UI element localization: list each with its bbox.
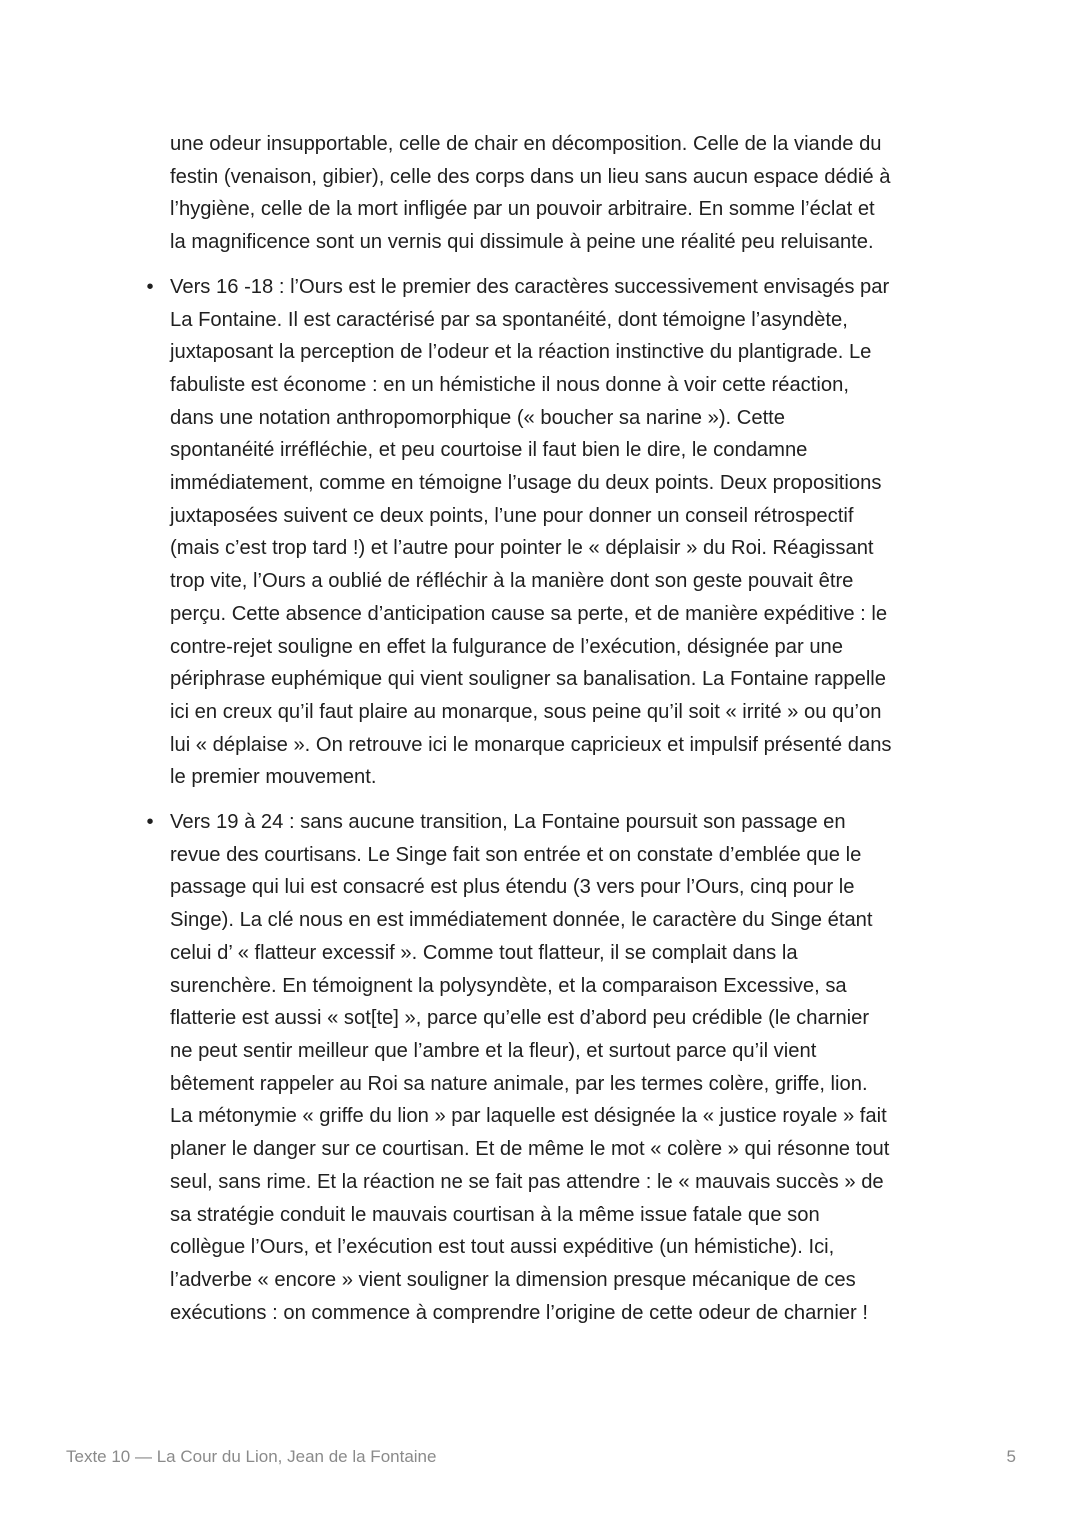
text-line: bêtement rappeler au Roi sa nature animale, par les termes colère, griffe, lion. bbox=[170, 1072, 868, 1095]
text-line: planer le danger sur ce courtisan. Et de même le mot « colère » qui résonne tout bbox=[170, 1138, 890, 1161]
text-line: l’hygiène, celle de la mort infligée par un pouvoir arbitraire. En somme l’éclat et bbox=[170, 198, 875, 221]
text-line: seul, sans rime. Et la réaction ne se fait pas attendre : le « mauvais succès » de bbox=[170, 1170, 884, 1193]
text-line: Singe). La clé nous en est immédiatement donnée, le caractère du Singe étant bbox=[170, 909, 873, 932]
text-line: flatterie est aussi « sot[te] », parce qu’elle est d’abord peu crédible (le charnier bbox=[170, 1007, 870, 1030]
bullet-icon: • bbox=[146, 811, 154, 834]
text-line: ici en creux qu’il faut plaire au monarque, sous peine qu’il soit « irrité » ou qu’on bbox=[170, 700, 882, 723]
text-line: l’adverbe « encore » vient souligner la dimension presque mécanique de ces bbox=[170, 1268, 856, 1291]
text-line: une odeur insupportable, celle de chair en décomposition. Celle de la viande du bbox=[170, 133, 882, 155]
bullet-item-singe bbox=[146, 806, 960, 1329]
text-line: juxtaposant la perception de l’odeur et la réaction instinctive du plantigrade. Le bbox=[170, 341, 872, 364]
document-body bbox=[146, 128, 960, 1329]
text-line: sa stratégie conduit le mauvais courtisan à la même issue fatale que son bbox=[170, 1203, 820, 1226]
text-line: dans une notation anthropomorphique (« boucher sa narine »). Cette bbox=[170, 406, 786, 429]
bullet-icon: • bbox=[146, 275, 154, 298]
intro-paragraph bbox=[170, 128, 960, 259]
bullet-item-ours bbox=[146, 271, 960, 794]
text-line: trop vite, l’Ours a oublié de réfléchir à la manière dont son geste pouvait être bbox=[170, 570, 854, 593]
text-line: La métonymie « griffe du lion » par laquelle est désignée la « justice royale » fait bbox=[170, 1105, 887, 1128]
text-line: la magnificence sont un vernis qui dissimule à peine une réalité peu reluisante. bbox=[170, 231, 874, 254]
text-line: festin (venaison, gibier), celle des corps dans un lieu sans aucun espace dédié à bbox=[170, 165, 891, 188]
text-line: lui « déplaise ». On retrouve ici le monarque capricieux et impulsif présenté dans bbox=[170, 733, 892, 756]
bullet-paragraph bbox=[170, 271, 960, 794]
text-line: Vers 19 à 24 : sans aucune transition, La Fontaine poursuit son passage en bbox=[170, 811, 846, 834]
text-line: le premier mouvement. bbox=[170, 766, 377, 789]
text-line: passage qui lui est consacré est plus étendu (3 vers pour l’Ours, cinq pour le bbox=[170, 876, 855, 899]
bullet-paragraph bbox=[170, 806, 960, 1329]
text-line: fabuliste est économe : en un hémistiche il nous donne à voir cette réaction, bbox=[170, 373, 849, 396]
text-line: juxtaposées suivent ce deux points, l’une pour donner un conseil rétrospectif bbox=[170, 504, 854, 527]
text-line: collègue l’Ours, et l’exécution est tout aussi expéditive (un hémistiche). Ici, bbox=[170, 1236, 835, 1259]
text-line: Vers 16 -18 : l’Ours est le premier des caractères successivement envisagés par bbox=[170, 275, 890, 298]
text-line: perçu. Cette absence d’anticipation cause sa perte, et de manière expéditive : le bbox=[170, 602, 888, 625]
page-number: 5 bbox=[1006, 1447, 1016, 1466]
text-line: spontanéité irréfléchie, et peu courtoise il faut bien le dire, le condamne bbox=[170, 439, 808, 462]
text-line: exécutions : on commence à comprendre l’origine de cette odeur de charnier ! bbox=[170, 1301, 868, 1324]
text-line: celui d’ « flatteur excessif ». Comme tout flatteur, il se complait dans la bbox=[170, 941, 798, 964]
footer-title: Texte 10 — La Cour du Lion, Jean de la Fontaine bbox=[66, 1447, 437, 1466]
text-line: ne peut sentir meilleur que l’ambre et la fleur), et surtout parce qu’il vient bbox=[170, 1039, 817, 1062]
text-line: périphrase euphémique qui vient souligner sa banalisation. La Fontaine rappelle bbox=[170, 668, 887, 691]
text-line: revue des courtisans. Le Singe fait son entrée et on constate d’emblée que le bbox=[170, 843, 862, 866]
text-line: surenchère. En témoignent la polysyndète, et la comparaison Excessive, sa bbox=[170, 974, 847, 997]
text-line: immédiatement, comme en témoigne l’usage du deux points. Deux propositions bbox=[170, 472, 882, 495]
text-line: La Fontaine. Il est caractérisé par sa spontanéité, dont témoigne l’asyndète, bbox=[170, 308, 848, 331]
text-line: (mais c’est trop tard !) et l’autre pour pointer le « déplaisir » du Roi. Réagissant bbox=[170, 537, 874, 560]
text-line: contre-rejet souligne en effet la fulgurance de l’exécution, désignée par une bbox=[170, 635, 843, 658]
